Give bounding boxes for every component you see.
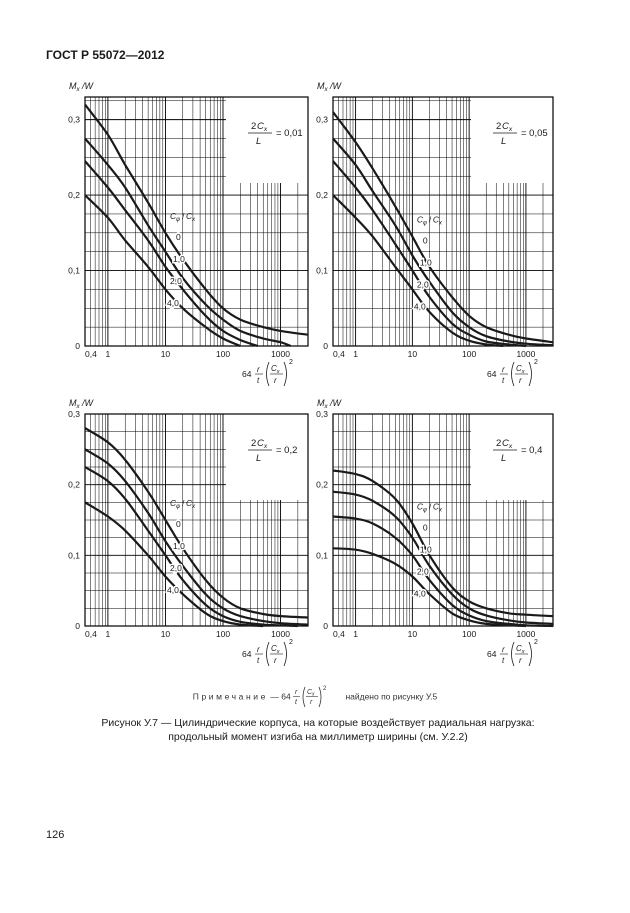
x-label-t: t bbox=[257, 656, 260, 665]
svg-text:r: r bbox=[310, 699, 313, 706]
y-axis-label-w: /W bbox=[82, 398, 93, 408]
x-label-paren-right bbox=[529, 362, 532, 386]
x-tick-label: 10 bbox=[160, 349, 171, 359]
x-label-r: r bbox=[257, 645, 260, 654]
x-label-r: r bbox=[502, 645, 505, 654]
y-tick-label: 0 bbox=[75, 621, 80, 631]
y-axis-label-w: /W bbox=[330, 81, 341, 91]
x-tick-label: 100 bbox=[462, 629, 477, 639]
series-label-1: 0 bbox=[422, 522, 428, 533]
y-tick-label: 0 bbox=[323, 341, 328, 351]
x-label-paren-left bbox=[512, 362, 515, 386]
param-value: = 0,4 bbox=[521, 445, 543, 456]
param-den-L: L bbox=[256, 136, 262, 147]
x-label-r2: r bbox=[519, 656, 522, 665]
x-label-paren-left bbox=[267, 642, 270, 666]
parameter-box bbox=[471, 414, 553, 500]
series-label-2: 1,0 bbox=[173, 253, 185, 264]
series-header-label bbox=[170, 211, 196, 223]
x-tick-label: 1 bbox=[353, 629, 358, 639]
figure-note bbox=[0, 684, 630, 710]
param-num-cx: $C_x$ bbox=[502, 438, 513, 450]
x-label-exp: 2 bbox=[289, 359, 293, 366]
x-tick-label: 100 bbox=[462, 349, 477, 359]
series-header-cx: $C_x$ bbox=[432, 214, 442, 227]
note-formula-icon bbox=[293, 684, 343, 710]
series-header-slash: / bbox=[428, 501, 432, 512]
x-label-t: t bbox=[502, 656, 505, 665]
y-tick-label: 0 bbox=[323, 621, 328, 631]
x-label-t: t bbox=[502, 376, 505, 385]
x-tick-label: 100 bbox=[215, 629, 231, 639]
x-tick-label: 1000 bbox=[516, 349, 536, 359]
x-tick-label: 10 bbox=[407, 629, 418, 639]
x-label-exp: 2 bbox=[534, 639, 538, 646]
svg-text:x: x bbox=[312, 691, 315, 698]
series-line-3 bbox=[85, 161, 258, 346]
series-label-1: 0 bbox=[176, 519, 181, 529]
x-axis-label bbox=[487, 639, 538, 666]
series-label-3: 2,0 bbox=[416, 279, 429, 290]
series-label-2: 1,0 bbox=[419, 257, 432, 268]
y-tick-label: 0,2 bbox=[68, 190, 80, 201]
series-label-1: 0 bbox=[176, 231, 181, 242]
x-tick-label: 100 bbox=[215, 349, 231, 359]
series-header-cphi: $C_\varphi$ bbox=[170, 498, 181, 510]
series-line-3 bbox=[333, 517, 553, 627]
chart-panel-4 bbox=[316, 398, 553, 666]
series-line-2 bbox=[333, 492, 553, 624]
x-tick-label: 1 bbox=[353, 349, 358, 359]
series-header-slash: / bbox=[182, 210, 185, 221]
param-num-cx: $C_x$ bbox=[257, 121, 268, 133]
param-value: = 0,05 bbox=[521, 128, 548, 139]
x-tick-label: 0,4 bbox=[333, 349, 345, 359]
param-value: = 0,2 bbox=[276, 445, 298, 456]
x-label-exp: 2 bbox=[289, 639, 293, 646]
x-label-coef: 64 bbox=[242, 369, 252, 379]
series-header-cx: $C_x$ bbox=[186, 498, 196, 510]
x-label-cx: $C_x$ bbox=[271, 364, 280, 375]
y-axis-label-m: $M_x$ bbox=[317, 398, 328, 410]
caption-line-2: продольный момент изгиба на миллиметр ширины (см. У.2.2) bbox=[168, 731, 468, 743]
y-axis-label-m: $M_x$ bbox=[317, 81, 328, 93]
x-label-paren-right bbox=[529, 642, 532, 666]
param-num-cx: $C_x$ bbox=[502, 121, 513, 133]
figure-caption bbox=[78, 716, 558, 744]
y-tick-label: 0,1 bbox=[316, 550, 328, 561]
param-num-2: 2 bbox=[496, 438, 502, 449]
x-label-r2: r bbox=[274, 376, 277, 385]
x-label-exp: 2 bbox=[534, 359, 538, 366]
x-label-t: t bbox=[257, 376, 260, 385]
note-dash: — bbox=[270, 691, 279, 702]
chart-panel-1 bbox=[68, 81, 308, 386]
x-label-cx: $C_x$ bbox=[516, 364, 525, 375]
document-header: ГОСТ Р 55072—2012 bbox=[46, 48, 165, 62]
x-label-coef: 64 bbox=[487, 649, 497, 659]
series-label-4: 4,0 bbox=[413, 588, 426, 599]
x-axis-label bbox=[242, 639, 293, 666]
parameter-box bbox=[226, 97, 308, 183]
x-axis-label bbox=[242, 359, 293, 386]
x-tick-label: 1000 bbox=[271, 629, 291, 639]
y-tick-label: 0,2 bbox=[316, 190, 328, 201]
param-value: = 0,01 bbox=[276, 128, 303, 139]
parameter-box bbox=[471, 97, 553, 183]
series-label-3: 2,0 bbox=[416, 566, 429, 577]
chart-panel-2 bbox=[316, 81, 553, 386]
param-num-2: 2 bbox=[251, 438, 257, 449]
x-label-r: r bbox=[257, 365, 260, 374]
note-label: Примечание bbox=[192, 691, 268, 702]
chart-panel-3 bbox=[68, 398, 308, 666]
x-label-paren-left bbox=[267, 362, 270, 386]
series-header-cx: $C_x$ bbox=[432, 501, 442, 514]
param-den-L: L bbox=[256, 453, 262, 464]
series-label-4: 4,0 bbox=[167, 297, 179, 308]
y-axis-label-w: /W bbox=[82, 81, 93, 91]
y-axis-label bbox=[317, 81, 343, 93]
y-axis-label bbox=[69, 81, 95, 93]
param-num-2: 2 bbox=[496, 121, 502, 132]
x-tick-label: 0,4 bbox=[85, 349, 97, 359]
x-tick-label: 1000 bbox=[516, 629, 536, 639]
y-tick-label: 0,2 bbox=[68, 479, 80, 490]
y-tick-label: 0,1 bbox=[68, 265, 80, 276]
x-label-paren-right bbox=[284, 362, 287, 386]
param-num-2: 2 bbox=[251, 121, 257, 132]
x-axis-label bbox=[487, 359, 538, 386]
param-den-L: L bbox=[501, 136, 507, 147]
x-label-coef: 64 bbox=[242, 649, 252, 659]
y-axis-label-m: $M_x$ bbox=[69, 398, 80, 410]
series-header-slash: / bbox=[182, 498, 185, 508]
series-label-2: 1,0 bbox=[173, 541, 185, 551]
x-label-cx: $C_x$ bbox=[271, 644, 280, 655]
note-coef: 64 bbox=[281, 691, 291, 702]
series-header-label bbox=[417, 215, 443, 227]
series-header-cx: $C_x$ bbox=[186, 210, 196, 223]
series-header-cphi: $C_\varphi$ bbox=[416, 214, 427, 227]
x-tick-label: 0,4 bbox=[85, 629, 97, 639]
series-label-4: 4,0 bbox=[413, 301, 426, 312]
y-tick-label: 0,3 bbox=[68, 114, 80, 125]
x-label-cx: $C_x$ bbox=[516, 644, 525, 655]
series-header-cphi: $C_\varphi$ bbox=[416, 501, 427, 514]
y-axis-label-w: /W bbox=[330, 398, 341, 408]
y-axis-label-m: $M_x$ bbox=[69, 81, 80, 93]
x-tick-label: 10 bbox=[407, 349, 418, 359]
caption-line-1: Рисунок У.7 — Цилиндрические корпуса, на которые воздействует радиальная нагрузка: bbox=[101, 717, 535, 729]
series-header-cphi: $C_\varphi$ bbox=[170, 210, 181, 223]
y-tick-label: 0,3 bbox=[316, 114, 328, 125]
x-label-r2: r bbox=[274, 656, 277, 665]
series-header-label bbox=[170, 498, 196, 510]
x-label-paren-right bbox=[284, 642, 287, 666]
x-label-paren-left bbox=[512, 642, 515, 666]
series-header-slash: / bbox=[428, 214, 432, 225]
svg-text:C: C bbox=[307, 689, 313, 696]
series-label-1: 0 bbox=[422, 235, 428, 246]
page-number: 126 bbox=[46, 829, 65, 841]
y-tick-label: 0 bbox=[75, 341, 80, 351]
series-label-3: 2,0 bbox=[170, 275, 182, 286]
x-label-r: r bbox=[502, 365, 505, 374]
note-text: найдено по рисунку У.5 bbox=[345, 691, 438, 702]
x-tick-label: 1 bbox=[105, 349, 111, 359]
y-tick-label: 0,3 bbox=[68, 409, 80, 419]
series-label-4: 4,0 bbox=[167, 585, 179, 595]
param-num-cx: $C_x$ bbox=[257, 438, 268, 450]
svg-text:t: t bbox=[295, 699, 298, 706]
x-tick-label: 1000 bbox=[271, 349, 291, 359]
parameter-box bbox=[226, 414, 308, 500]
x-label-r2: r bbox=[519, 376, 522, 385]
y-tick-label: 0,1 bbox=[316, 265, 328, 276]
y-tick-label: 0,2 bbox=[316, 479, 328, 490]
series-label-3: 2,0 bbox=[170, 563, 182, 573]
x-tick-label: 1 bbox=[105, 629, 111, 639]
x-tick-label: 10 bbox=[160, 629, 171, 639]
series-label-2: 1,0 bbox=[419, 544, 432, 555]
y-tick-label: 0,1 bbox=[68, 550, 80, 561]
x-tick-label: 0,4 bbox=[333, 629, 345, 639]
x-label-coef: 64 bbox=[487, 369, 497, 379]
svg-text:r: r bbox=[295, 689, 298, 696]
series-header-label bbox=[417, 502, 443, 514]
param-den-L: L bbox=[501, 453, 507, 464]
svg-text:2: 2 bbox=[323, 686, 327, 692]
y-tick-label: 0,3 bbox=[316, 409, 328, 419]
